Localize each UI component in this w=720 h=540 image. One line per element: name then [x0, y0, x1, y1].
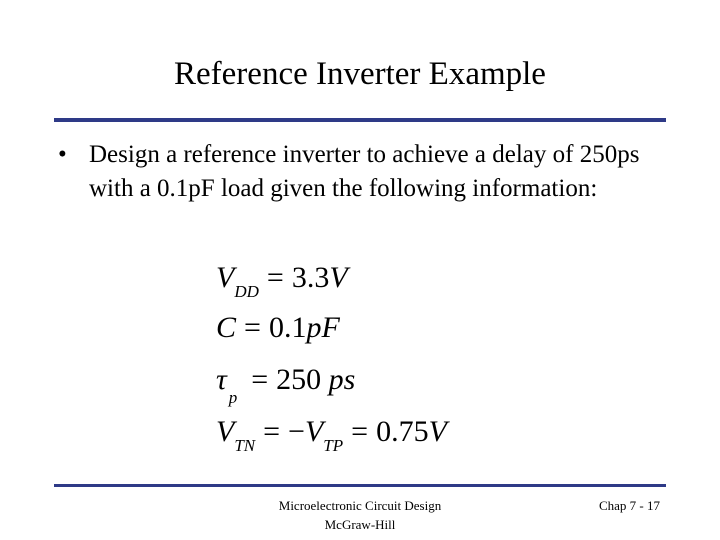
- eq-operator-2: =: [351, 415, 369, 448]
- eq-variable: C: [216, 311, 237, 344]
- eq-subscript: DD: [234, 282, 259, 301]
- eq-subscript: p: [228, 388, 238, 407]
- footer-publisher: McGraw-Hill: [324, 517, 396, 532]
- footer-book-title: Microelectronic Circuit Design: [278, 498, 442, 513]
- bullet-dot: •: [58, 141, 67, 168]
- eq-operator: =: [251, 363, 269, 396]
- eq-negation: −: [288, 415, 305, 448]
- equation-threshold: [216, 414, 447, 454]
- eq-unit: pF: [306, 311, 340, 344]
- eq-variable-2: V: [304, 415, 324, 448]
- eq-subscript-2: TP: [323, 436, 344, 455]
- eq-variable: τ: [216, 363, 227, 396]
- eq-value: 250: [276, 363, 322, 396]
- eq-value: 0.1: [268, 311, 307, 344]
- equation-capacitance: [216, 310, 340, 346]
- eq-operator: =: [266, 261, 284, 294]
- eq-variable: V: [216, 415, 235, 448]
- eq-variable: V: [216, 261, 235, 294]
- footer-page-number: Chap 7 - 17: [598, 498, 660, 513]
- eq-operator: =: [244, 311, 261, 344]
- equation-vdd: [216, 260, 348, 300]
- eq-value: 0.75: [376, 415, 429, 448]
- bullet-text: Design a reference inverter to achieve a delay of 250ps with a 0.1pF load given the following information:: [89, 141, 640, 202]
- eq-unit: V: [329, 261, 348, 294]
- eq-value: 3.3: [291, 261, 330, 294]
- eq-unit: V: [428, 415, 447, 448]
- footer-book-info: [210, 496, 510, 534]
- slide-title: Reference Inverter Example: [174, 56, 546, 92]
- footer-divider: [54, 484, 666, 487]
- equation-tau: [216, 362, 356, 407]
- eq-subscript: TN: [234, 436, 256, 455]
- eq-unit: ps: [328, 363, 356, 396]
- eq-operator: =: [263, 415, 281, 448]
- title-divider: [54, 118, 666, 122]
